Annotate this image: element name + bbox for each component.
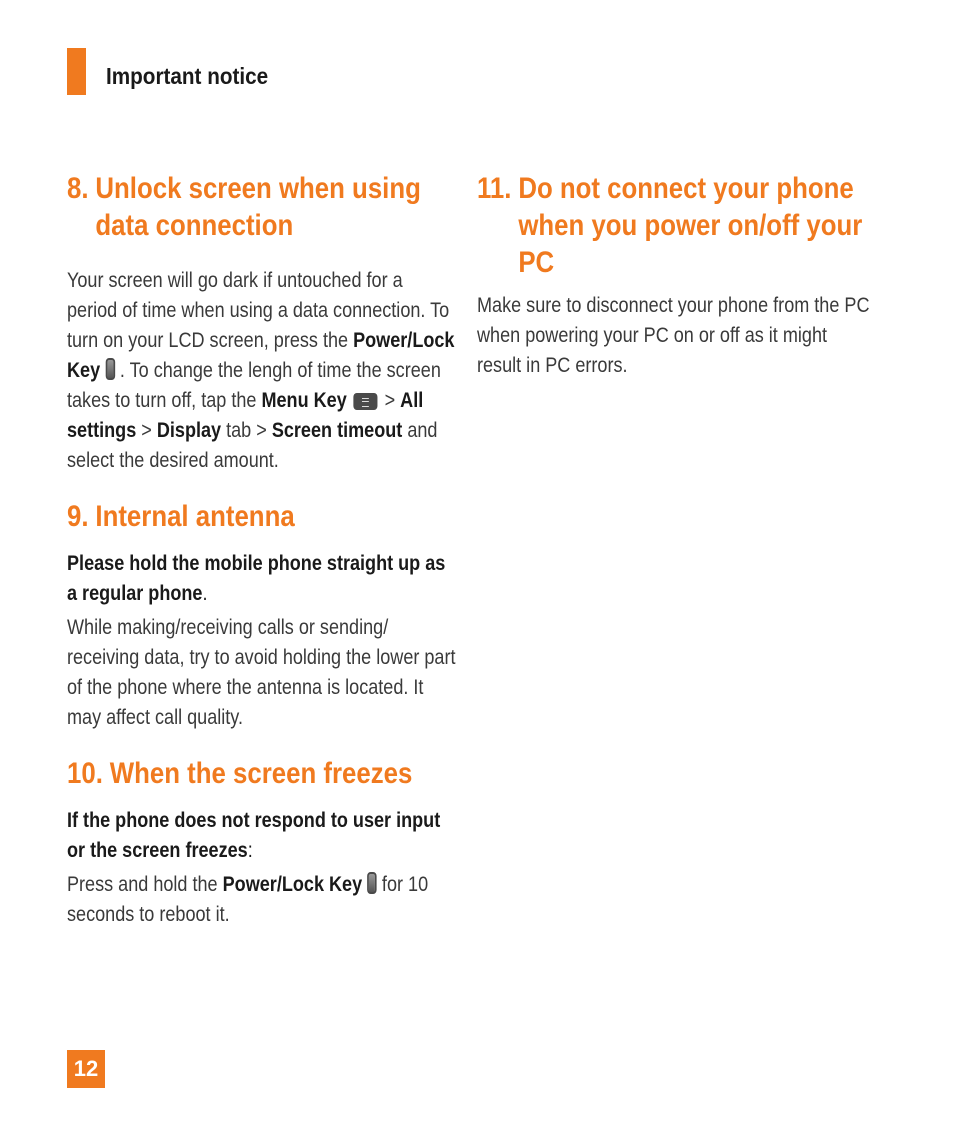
power-lock-key-icon (367, 872, 376, 894)
left-column (67, 170, 457, 930)
right-column (477, 170, 877, 381)
section-number: 8. (67, 172, 89, 205)
section-lead: If the phone does not respond to user input or the screen freezes: (67, 809, 441, 862)
section-internal-antenna (67, 498, 457, 733)
section-body: Press and hold the Power/Lock Key for 10 seconds to reboot it. (67, 873, 429, 926)
section-unlock-screen (67, 170, 457, 476)
menu-key-label: Menu Key (261, 389, 347, 412)
display-label: Display (156, 419, 222, 442)
section-heading: Unlock screen when using data connection (95, 172, 421, 242)
section-do-not-connect (477, 170, 877, 381)
menu-key-icon (354, 393, 378, 410)
section-number: 10. (67, 757, 103, 790)
screen-timeout-label: Screen timeout (271, 419, 403, 442)
power-lock-key-icon (105, 358, 114, 380)
section-heading: Internal antenna (95, 500, 295, 533)
header-accent-bar (67, 48, 86, 95)
section-screen-freezes (67, 755, 457, 930)
section-body: Make sure to disconnect your phone from the PC when powering your PC on or off as it might result in PC errors. (477, 294, 870, 377)
section-title (67, 170, 456, 244)
section-lead: Please hold the mobile phone straight up as a regular phone. (67, 552, 446, 605)
power-lock-key-label: Power/Lock Key (67, 329, 455, 382)
all-settings-label: All settings (67, 389, 424, 442)
section-heading: Do not connect your phone when you power on/off your PC (518, 172, 863, 279)
section-number: 9. (67, 500, 89, 533)
section-title (477, 170, 876, 281)
page-header-title: Important notice (106, 63, 269, 89)
section-title (67, 498, 456, 535)
section-number: 11. (477, 172, 512, 205)
page-number-badge: 12 (67, 1050, 105, 1088)
section-body: Your screen will go dark if untouched for a period of time when using a data connection. To turn on your LCD screen, press the Power/Lock Key . To change the lengh of time the screen takes to turn off, tap the Menu Key > All settings > Display tab > Screen timeout and select the desired amount. (67, 269, 455, 472)
power-lock-key-label: Power/Lock Key (222, 873, 363, 896)
section-title (67, 755, 456, 792)
section-heading: When the screen freezes (109, 757, 413, 790)
section-body: While making/receiving calls or sending/ receiving data, try to avoid holding the lower part of the phone where the antenna is located. It may affect call quality. (67, 616, 456, 729)
